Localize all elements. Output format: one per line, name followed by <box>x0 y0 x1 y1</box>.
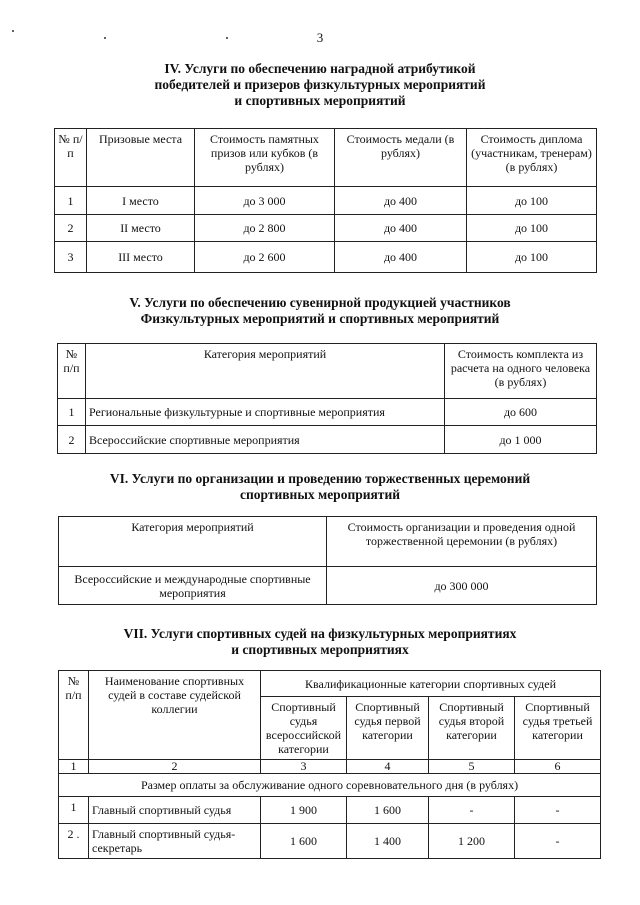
table-cell: 1 400 <box>347 824 429 859</box>
table-cell: 1 <box>58 399 86 426</box>
column-number-cell: 4 <box>347 760 429 774</box>
table-cell: 1 600 <box>261 824 347 859</box>
table-cell: до 1 000 <box>445 426 597 454</box>
header-group-cell: Квалификационные категории спортивных судей <box>261 671 601 697</box>
table-cell: до 100 <box>467 187 597 215</box>
header-cell: Наименование спортивных судей в составе судейской коллегии <box>89 671 261 760</box>
section-7-title-line: VII. Услуги спортивных судей на физкультурных мероприятиях <box>123 626 517 641</box>
table-cell: III место <box>87 242 195 273</box>
souvenir-table <box>57 343 597 454</box>
table-cell: Главный спортивный судья <box>89 797 261 824</box>
header-cell: Спортивный судья второй категории <box>429 697 515 760</box>
section-7-title <box>0 626 640 658</box>
section-4-title-line: IV. Услуги по обеспечению наградной атрибутикой <box>164 61 476 76</box>
section-5-title <box>0 295 640 327</box>
table-cell: 2 <box>58 426 86 454</box>
table-cell: до 3 000 <box>195 187 335 215</box>
section-4-title-line: победителей и призеров физкультурных мероприятий <box>154 77 486 92</box>
section-6-title-line: спортивных мероприятий <box>240 487 400 502</box>
table-cell: II место <box>87 215 195 242</box>
header-cell: № п/п <box>55 129 87 187</box>
header-cell: Стоимость диплома (участникам, тренерам) (в рублях) <box>467 129 597 187</box>
table-cell: Региональные физкультурные и спортивные мероприятия <box>86 399 445 426</box>
table-row <box>55 187 597 215</box>
table-cell: до 400 <box>335 242 467 273</box>
header-cell: Стоимость памятных призов или кубков (в рублях) <box>195 129 335 187</box>
section-5-title-line: Физкультурных мероприятий и спортивных мероприятий <box>140 311 500 326</box>
header-cell: Спортивный судья всероссийской категории <box>261 697 347 760</box>
table-row <box>59 797 601 824</box>
header-cell: Категория мероприятий <box>59 517 327 567</box>
table-cell: - <box>429 797 515 824</box>
table-cell: Всероссийские и международные спортивные мероприятия <box>59 567 327 605</box>
table-cell: 1 600 <box>347 797 429 824</box>
header-cell: Стоимость организации и проведения одной торжественной церемонии (в рублях) <box>327 517 597 567</box>
section-6-title <box>0 471 640 503</box>
table-row <box>58 426 597 454</box>
table-header-row <box>58 344 597 399</box>
table-row <box>55 215 597 242</box>
table-row <box>58 399 597 426</box>
header-cell: № п/п <box>58 344 86 399</box>
table-cell: до 100 <box>467 215 597 242</box>
table-cell: - <box>515 824 601 859</box>
prize-table <box>54 128 597 273</box>
header-cell: Категория мероприятий <box>86 344 445 399</box>
table-cell: до 100 <box>467 242 597 273</box>
table-cell: 2 <box>55 215 87 242</box>
table-row <box>59 824 601 859</box>
column-number-cell: 3 <box>261 760 347 774</box>
column-number-row <box>59 760 601 774</box>
page-number: 3 <box>316 30 324 45</box>
table-cell: до 400 <box>335 215 467 242</box>
table-cell: Главный спортивный судья-секретарь <box>89 824 261 859</box>
table-row <box>59 567 597 605</box>
header-cell: Спортивный судья третьей категории <box>515 697 601 760</box>
table-header-row <box>55 129 597 187</box>
table-cell: 1 <box>59 797 89 824</box>
section-5-title-line: V. Услуги по обеспечению сувенирной продукцией участников <box>129 295 511 310</box>
table-cell: 1 200 <box>429 824 515 859</box>
table-cell: - <box>515 797 601 824</box>
table-cell: до 600 <box>445 399 597 426</box>
table-cell: Всероссийские спортивные мероприятия <box>86 426 445 454</box>
table-cell: до 2 800 <box>195 215 335 242</box>
column-number-cell: 6 <box>515 760 601 774</box>
column-number-cell: 2 <box>89 760 261 774</box>
table-cell: 1 <box>55 187 87 215</box>
table-row <box>55 242 597 273</box>
section-7-title-line: и спортивных мероприятиях <box>231 642 409 657</box>
header-cell: № п/п <box>59 671 89 760</box>
table-header-row <box>59 671 601 697</box>
header-cell: Призовые места <box>87 129 195 187</box>
ceremony-table <box>58 516 597 605</box>
header-cell: Стоимость медали (в рублях) <box>335 129 467 187</box>
column-number-cell: 1 <box>59 760 89 774</box>
table-cell: 2 . <box>59 824 89 859</box>
table-cell: I место <box>87 187 195 215</box>
column-number-cell: 5 <box>429 760 515 774</box>
table-header-row <box>59 517 597 567</box>
section-4-title <box>0 61 640 109</box>
judges-table <box>58 670 601 859</box>
span-row <box>59 774 601 797</box>
header-cell: Стоимость комплекта из расчета на одного человека (в рублях) <box>445 344 597 399</box>
table-cell: до 300 000 <box>327 567 597 605</box>
header-cell: Спортивный судья первой категории <box>347 697 429 760</box>
table-cell: 3 <box>55 242 87 273</box>
section-4-title-line: и спортивных мероприятий <box>234 93 406 108</box>
table-cell: до 2 600 <box>195 242 335 273</box>
table-cell: до 400 <box>335 187 467 215</box>
table-cell: 1 900 <box>261 797 347 824</box>
span-row-cell: Размер оплаты за обслуживание одного соревновательного дня (в рублях) <box>59 774 601 797</box>
section-6-title-line: VI. Услуги по организации и проведению торжественных церемоний <box>109 471 531 486</box>
